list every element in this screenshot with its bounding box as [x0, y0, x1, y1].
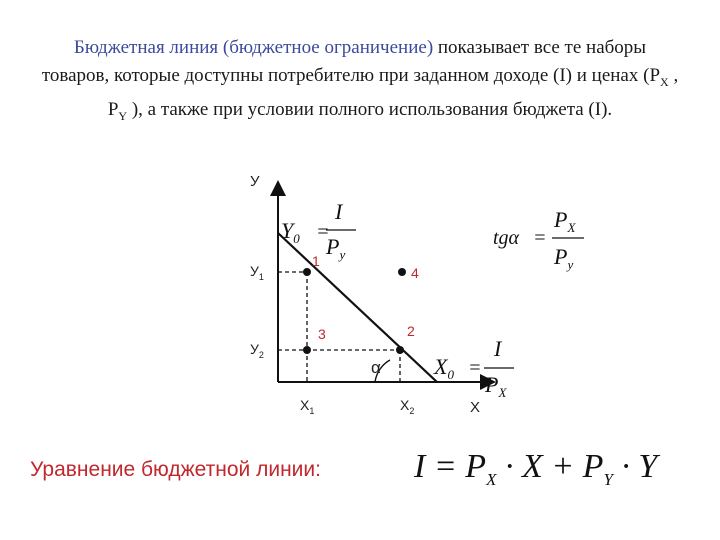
budget-equation: $I = P_X \cdot X + P_Y \cdot Y$ — [414, 448, 658, 489]
intro-part3: ), а также при условии полного использования бюджета (I). — [127, 98, 613, 120]
intro-sub-y: Y — [118, 108, 128, 123]
svg-text:tgα: tgα — [493, 227, 520, 249]
intro-term: Бюджетная линия (бюджетное ограничение) — [73, 37, 434, 58]
x2-label: $Х_2$ — [400, 397, 415, 416]
point-1-label: 1 — [312, 253, 320, 269]
point-2-label: 2 — [407, 323, 415, 339]
point-3-label: 3 — [318, 326, 326, 342]
angle-label: α — [371, 358, 381, 377]
point-3 — [303, 346, 311, 354]
svg-text:PX: $P_X$ — [485, 372, 507, 400]
intro-comma: , P — [107, 65, 679, 120]
svg-text:=: = — [468, 357, 482, 379]
intro-sub-x: X — [660, 74, 669, 89]
x0-formula — [433, 336, 514, 400]
svg-text:X0: $X_0$ — [434, 354, 454, 382]
y2-label: $У_2$ — [250, 341, 264, 360]
tg-formula — [493, 207, 584, 272]
svg-text:=: = — [316, 221, 330, 243]
y1-label: $У_1$ — [250, 263, 264, 282]
svg-text:Y0: $Y_0$ — [281, 218, 300, 246]
point-4-label: 4 — [411, 265, 419, 281]
svg-text:=: = — [533, 227, 547, 249]
point-4 — [398, 268, 406, 276]
point-2 — [396, 346, 404, 354]
svg-text:Py: $P_y$ — [326, 234, 346, 262]
budget-line — [278, 233, 437, 382]
x-axis-label: Х — [470, 399, 481, 416]
equation-caption: Уравнение бюджетной линии: — [30, 458, 321, 481]
x1-label: $Х_1$ — [300, 397, 315, 416]
svg-text:I: I — [335, 199, 343, 224]
y-axis-label: У — [250, 173, 260, 190]
svg-text:PX: $P_X$ — [554, 207, 576, 235]
point-1 — [303, 268, 311, 276]
svg-text:Py: $P_y$ — [554, 244, 574, 272]
svg-text:I: I — [494, 336, 502, 361]
intro-part2: показывает все те наборы товаров, которые доступны потребителю при заданном доходе (I) и ценах (P — [41, 37, 661, 86]
